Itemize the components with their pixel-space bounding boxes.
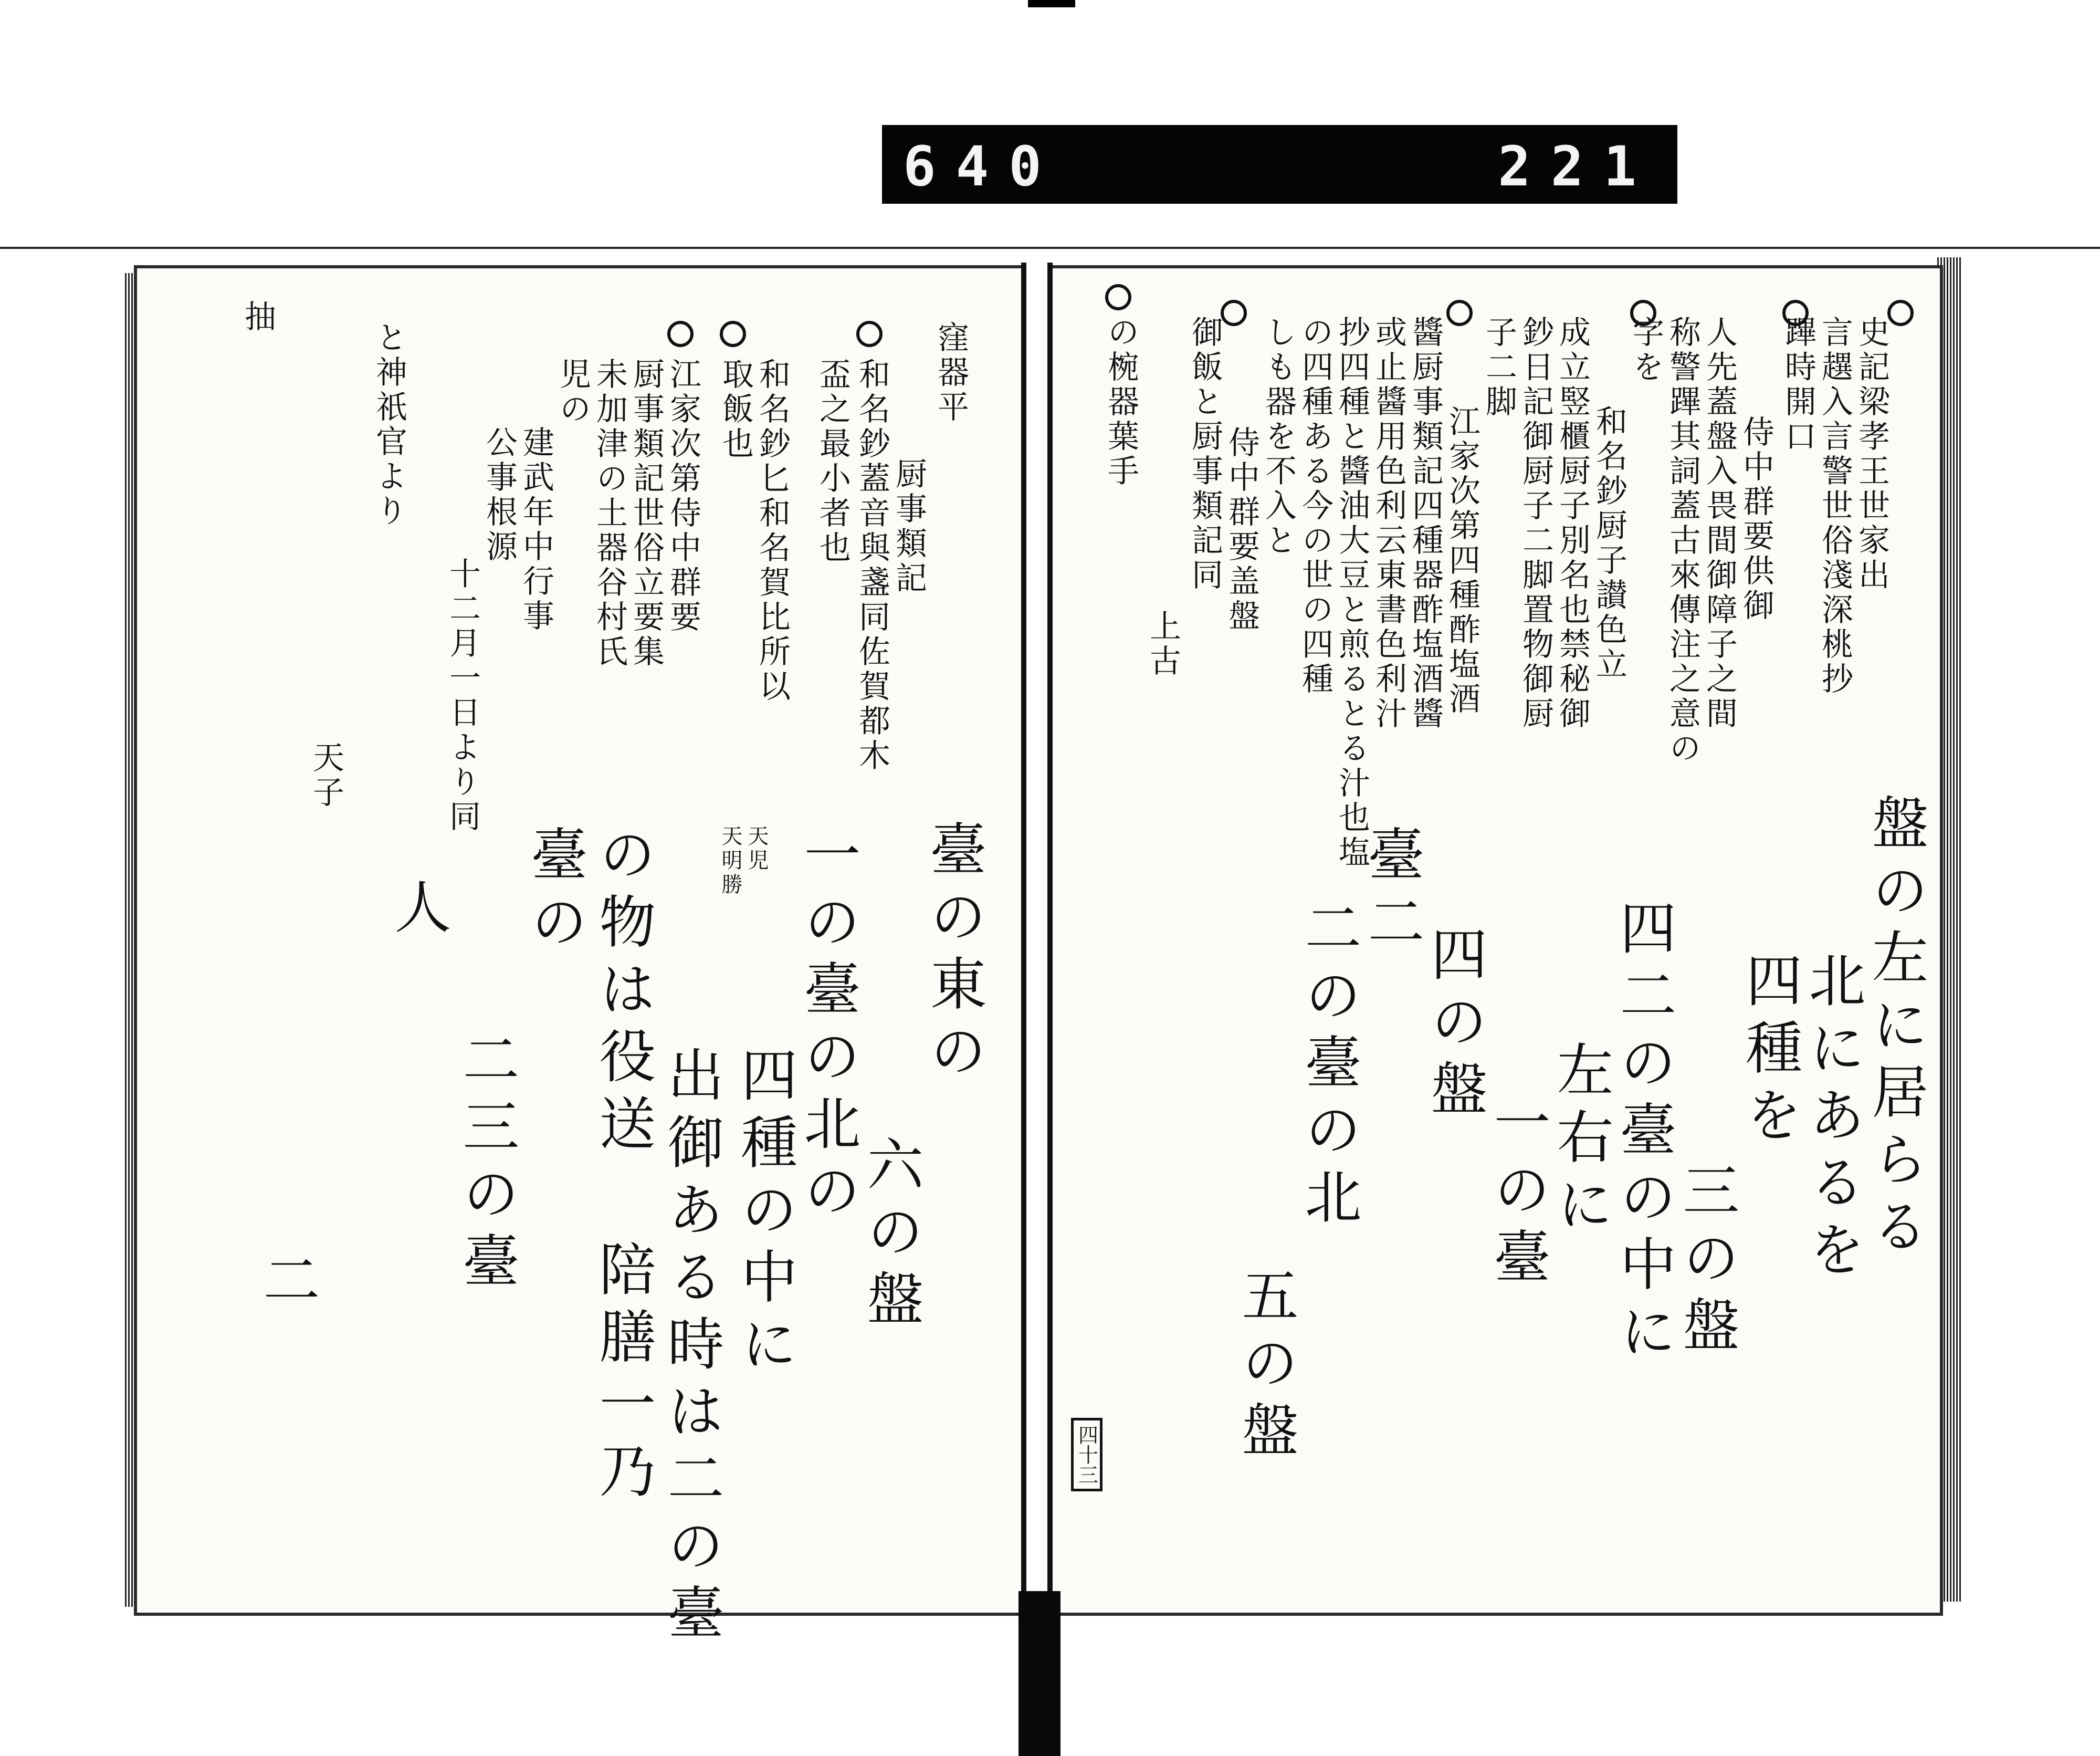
- right-upper-col-21: の椀器葉手: [1102, 316, 1139, 489]
- right-lower-col-6: 左右に: [1547, 1040, 1613, 1242]
- left-upper-col-10: 児の: [554, 358, 591, 427]
- right-lower-col-8: 四の盤: [1421, 925, 1487, 1126]
- left-lower-col-11: 二: [254, 1250, 319, 1318]
- circle-marker: [1105, 284, 1131, 310]
- left-lower-col-8: 臺の: [521, 825, 587, 959]
- left-upper-col-14: と神祇官より: [371, 321, 407, 529]
- top-tab: [1028, 0, 1075, 7]
- right-upper-col-17: しも器を不入と: [1260, 316, 1297, 558]
- left-upper-col-5: 和名鈔匕和名賀比所以: [754, 358, 791, 704]
- left-upper-col-8: 厨事類記世俗立要集: [628, 358, 665, 670]
- left-upper-col-13: 十二月一日より同: [444, 557, 481, 834]
- left-upper-col-1: 窪器平: [932, 321, 969, 425]
- left-lower-col-2: 六の盤: [857, 1135, 923, 1336]
- circle-marker: [856, 321, 883, 347]
- right-lower-col-5: 四二の臺の中に: [1610, 898, 1676, 1369]
- circle-marker: [1446, 300, 1473, 326]
- right-upper-col-2: 言趩入言警世俗淺深桃抄: [1816, 316, 1853, 697]
- circle-marker: [1221, 300, 1247, 326]
- top-rule: [0, 247, 2100, 249]
- right-upper-col-8: 和名鈔厨子讃色立: [1591, 405, 1628, 682]
- right-upper-col-14: 或止醬用色利云東書色利汁: [1370, 316, 1407, 731]
- right-upper-col-5: 人先蓋盤入畏間御障子之間: [1701, 316, 1738, 731]
- left-upper-col-6: 取飯也: [717, 358, 754, 462]
- circle-marker: [667, 321, 694, 347]
- right-upper-col-13: 醬厨事類記四種器酢塩酒醬: [1407, 316, 1444, 731]
- archive-number-left: 640: [903, 134, 1062, 198]
- book-gutter: [1021, 263, 1053, 1617]
- left-page: [134, 265, 1024, 1650]
- right-upper-col-3: 蹕時開口: [1780, 316, 1816, 454]
- right-upper-col-10: 鈔日記御厨子二脚置物御厨: [1517, 316, 1554, 731]
- left-upper-col-11: 建武年中行事: [518, 426, 554, 634]
- right-upper-col-19: 御飯と厨事類記同: [1186, 316, 1223, 593]
- circle-marker: [1630, 300, 1656, 326]
- left-annotation-1: 天児: [744, 825, 769, 873]
- right-upper-col-6: 称警蹕其詞蓋古來傳注之意の: [1664, 316, 1701, 766]
- left-lower-col-9: 二三の臺: [453, 1030, 519, 1299]
- archive-label-plate: [882, 125, 1677, 204]
- left-upper-col-16: 抽: [239, 300, 276, 335]
- left-lower-col-7: 陪膳一乃: [590, 1240, 655, 1509]
- left-lower-col-3: 一の臺の北の: [794, 825, 860, 1228]
- left-upper-col-15: 天子: [308, 741, 344, 810]
- left-lower-col-10: 人: [385, 877, 450, 945]
- right-lower-col-1: 盤の左に居らる: [1862, 793, 1928, 1264]
- left-lower-col-4: 四種の中に: [731, 1046, 797, 1382]
- right-upper-col-16: の四種ある今の世の四種: [1297, 316, 1334, 697]
- right-upper-col-9: 成立竪櫃厨子別名也禁秘御: [1554, 316, 1591, 731]
- page-folio-number: 四十三: [1071, 1418, 1102, 1491]
- left-lower-col-5: 出御ある時は二の臺: [658, 1046, 723, 1650]
- right-upper-col-1: 史記梁孝王世家出: [1853, 316, 1890, 593]
- left-lower-col-1: 臺の東の: [920, 820, 986, 1089]
- right-upper-col-11: 子二脚: [1480, 316, 1517, 420]
- right-upper-col-7: 字を: [1628, 316, 1664, 385]
- left-lower-col-6: の物は役送: [590, 825, 655, 1161]
- right-upper-col-4: 侍中群要供御: [1738, 415, 1774, 623]
- right-lower-col-2: 北にあるを: [1799, 951, 1865, 1287]
- spine-stub: [1018, 1591, 1060, 1756]
- right-lower-col-9: 臺二: [1358, 825, 1424, 959]
- right-lower-col-3: 四種を: [1736, 951, 1802, 1153]
- right-upper-col-18: 侍中群要盖盤: [1223, 426, 1260, 634]
- circle-marker: [1782, 300, 1809, 326]
- right-lower-col-11: 五の盤: [1232, 1266, 1298, 1468]
- archive-number-right: 221: [1498, 134, 1656, 198]
- right-page: [1053, 265, 1943, 1616]
- left-upper-col-7: 江家次第侍中群要: [665, 358, 701, 635]
- circle-marker: [720, 321, 746, 347]
- left-upper-col-2: 厨事類記: [890, 457, 927, 596]
- right-upper-col-20: 上古: [1144, 610, 1181, 679]
- right-lower-col-7: 一の臺: [1484, 1093, 1550, 1294]
- right-upper-col-12: 江家次第四種酢塩酒: [1444, 405, 1480, 717]
- left-upper-col-12: 公事根源: [481, 426, 518, 565]
- right-upper-col-15: 抄四種と醬油大豆と煎るとる汁也塩: [1334, 316, 1370, 870]
- circle-marker: [1887, 300, 1914, 326]
- right-lower-col-4: 三の盤: [1673, 1161, 1739, 1363]
- left-upper-col-9: 未加津の土器谷村氏: [591, 358, 628, 670]
- right-lower-col-10: 二の臺の北: [1295, 898, 1361, 1235]
- left-upper-col-3: 和名鈔蓋音與盞同佐賀都木: [854, 358, 890, 774]
- left-annotation-2: 天明勝: [718, 825, 742, 897]
- left-upper-col-4: 盃之最小者也: [814, 358, 851, 566]
